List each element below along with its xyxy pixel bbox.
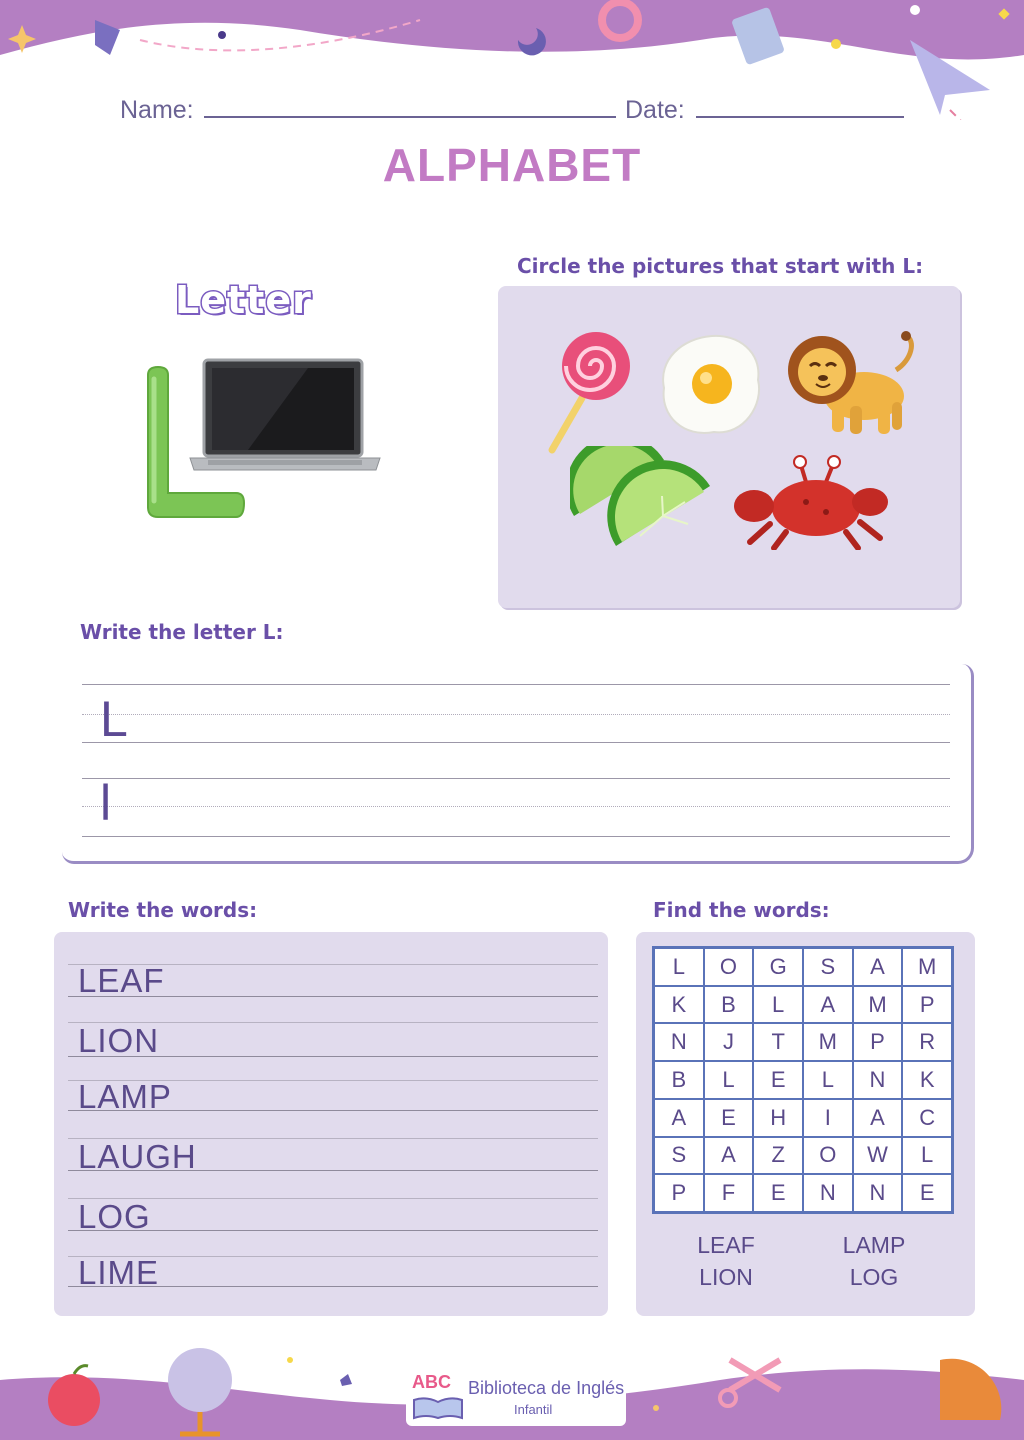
grid-cell[interactable]: O bbox=[704, 948, 754, 986]
crab-icon[interactable] bbox=[730, 454, 890, 550]
find-word-lamp: LAMP bbox=[842, 1232, 906, 1258]
grid-cell[interactable]: A bbox=[803, 986, 853, 1024]
grid-cell[interactable]: K bbox=[902, 1061, 952, 1099]
grid-cell[interactable]: L bbox=[803, 1061, 853, 1099]
logo-name: Biblioteca de Inglés bbox=[468, 1378, 625, 1398]
grid-cell[interactable]: O bbox=[803, 1137, 853, 1175]
grid-cell[interactable]: P bbox=[853, 1023, 903, 1061]
grid-cell[interactable]: L bbox=[902, 1137, 952, 1175]
find-word-log: LOG bbox=[849, 1264, 899, 1290]
word-lime: LIME bbox=[78, 1254, 160, 1291]
grid-cell[interactable]: E bbox=[753, 1174, 803, 1212]
lime-icon[interactable] bbox=[570, 446, 716, 550]
book-icon bbox=[412, 1396, 464, 1420]
name-field[interactable] bbox=[204, 116, 616, 118]
lollipop-icon[interactable] bbox=[544, 330, 636, 456]
guide-line bbox=[82, 742, 950, 743]
grid-cell[interactable]: M bbox=[902, 948, 952, 986]
grid-cell[interactable]: K bbox=[654, 986, 704, 1024]
lowercase-l-sample: l bbox=[100, 775, 112, 831]
circle-pictures-heading: Circle the pictures that start with L: bbox=[517, 254, 924, 278]
name-label: Name: bbox=[120, 96, 194, 124]
lion-icon[interactable] bbox=[786, 330, 918, 440]
grid-cell[interactable]: L bbox=[753, 986, 803, 1024]
grid-cell[interactable]: T bbox=[753, 1023, 803, 1061]
grid-cell[interactable]: L bbox=[704, 1061, 754, 1099]
find-word-leaf: LEAF bbox=[697, 1232, 755, 1258]
guide-line-dotted bbox=[82, 806, 950, 807]
guide-line bbox=[82, 778, 950, 779]
date-label: Date: bbox=[625, 96, 685, 124]
write-letter-heading: Write the letter L: bbox=[80, 620, 284, 644]
word-search-grid[interactable] bbox=[652, 946, 954, 1214]
grid-cell[interactable]: W bbox=[853, 1137, 903, 1175]
write-words-heading: Write the words: bbox=[68, 898, 258, 922]
grid-cell[interactable]: P bbox=[902, 986, 952, 1024]
grid-cell[interactable]: C bbox=[902, 1099, 952, 1137]
grid-cell[interactable]: A bbox=[853, 948, 903, 986]
word-lion: LION bbox=[78, 1022, 160, 1059]
grid-cell[interactable]: E bbox=[753, 1061, 803, 1099]
grid-cell[interactable]: A bbox=[853, 1099, 903, 1137]
grid-cell[interactable]: E bbox=[704, 1099, 754, 1137]
guide-line-dotted bbox=[82, 714, 950, 715]
find-words-heading: Find the words: bbox=[653, 898, 830, 922]
grid-cell[interactable]: A bbox=[704, 1137, 754, 1175]
letter-heading: Letter bbox=[175, 278, 312, 322]
word-leaf: LEAF bbox=[78, 962, 165, 999]
grid-cell[interactable]: M bbox=[853, 986, 903, 1024]
word-laugh: LAUGH bbox=[78, 1138, 197, 1175]
find-word-lion: LION bbox=[699, 1264, 753, 1290]
logo-abc: ABC bbox=[412, 1372, 451, 1392]
fried-egg-icon[interactable] bbox=[658, 332, 766, 440]
publisher-logo bbox=[406, 1370, 626, 1426]
grid-cell[interactable]: S bbox=[654, 1137, 704, 1175]
grid-cell[interactable]: Z bbox=[753, 1137, 803, 1175]
grid-cell[interactable]: S bbox=[803, 948, 853, 986]
grid-cell[interactable]: M bbox=[803, 1023, 853, 1061]
uppercase-l-sample: L bbox=[100, 691, 128, 747]
grid-cell[interactable]: N bbox=[654, 1023, 704, 1061]
grid-cell[interactable]: I bbox=[803, 1099, 853, 1137]
grid-cell[interactable]: G bbox=[753, 948, 803, 986]
grid-cell[interactable]: N bbox=[853, 1061, 903, 1099]
word-log: LOG bbox=[78, 1198, 151, 1235]
logo-subtitle: Infantil bbox=[514, 1402, 553, 1417]
grid-cell[interactable]: B bbox=[704, 986, 754, 1024]
grid-cell[interactable]: H bbox=[753, 1099, 803, 1137]
grid-cell[interactable]: P bbox=[654, 1174, 704, 1212]
grid-cell[interactable]: A bbox=[654, 1099, 704, 1137]
grid-cell[interactable]: F bbox=[704, 1174, 754, 1212]
guide-line bbox=[82, 836, 950, 837]
date-field[interactable] bbox=[696, 116, 904, 118]
page-title: ALPHABET bbox=[382, 139, 642, 191]
word-lamp: LAMP bbox=[78, 1078, 172, 1115]
grid-cell[interactable]: N bbox=[803, 1174, 853, 1212]
guide-line bbox=[82, 684, 950, 685]
grid-cell[interactable]: N bbox=[853, 1174, 903, 1212]
grid-cell[interactable]: B bbox=[654, 1061, 704, 1099]
letter-writing-area[interactable] bbox=[62, 664, 974, 864]
grid-cell[interactable]: E bbox=[902, 1174, 952, 1212]
grid-cell[interactable]: L bbox=[654, 948, 704, 986]
laptop-icon bbox=[188, 358, 382, 474]
grid-cell[interactable]: J bbox=[704, 1023, 754, 1061]
grid-cell[interactable]: R bbox=[902, 1023, 952, 1061]
